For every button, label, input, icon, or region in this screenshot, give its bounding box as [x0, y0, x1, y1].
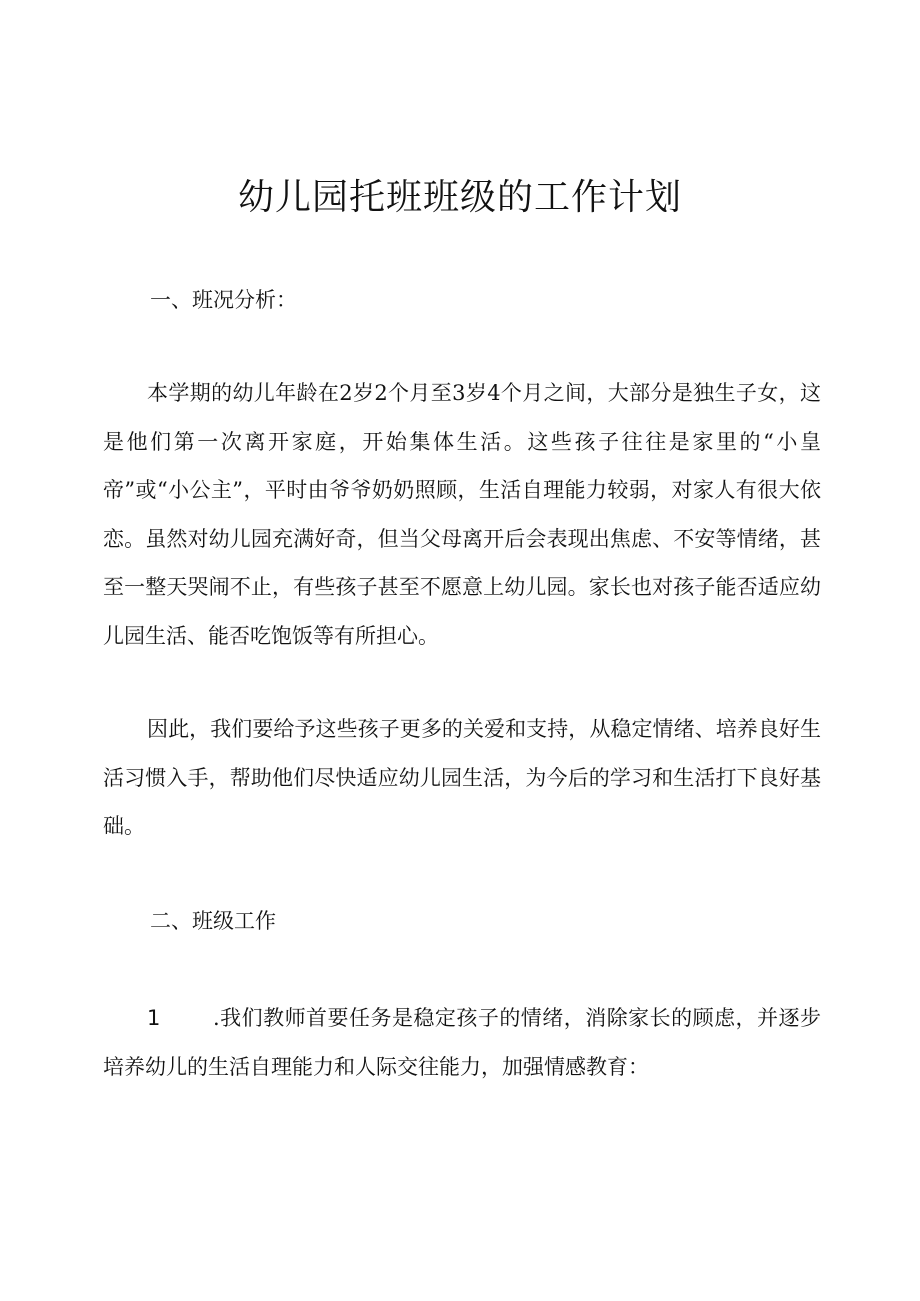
section-heading-class-analysis: 一、班况分析： — [150, 288, 297, 312]
list-item-text: .我们教师首要任务是稳定孩子的情绪，消除家长的顾虑，并逐步培养幼儿的生活自理能力和人际交往能力，加强情感教育： — [103, 1006, 821, 1079]
document-title: 幼儿园托班班级的工作计划 — [237, 177, 682, 218]
section-heading-class-work: 二、班级工作 — [150, 909, 276, 933]
list-item-number: 1 — [147, 1006, 161, 1030]
paragraph-class-situation: 本学期的幼儿年龄在2岁2个月至3岁4个月之间，大部分是独生子女，这是他们第一次离开家庭，开始集体生活。这些孩子往往是家里的“小皇帝”或“小公主”，平时由爷爷奶奶照顾，生活自理能力较弱，对家人有很大依恋。虽然对幼儿园充满好奇，但当父母离开后会表现出焦虑、不安等情绪，甚至一整天哭闹不止，有些孩子甚至不愿意上幼儿园。家长也对孩子能否适应幼儿园生活、能否吃饱饭等有所担心。 — [103, 381, 821, 648]
list-item — [103, 994, 821, 1091]
paragraph-conclusion: 因此，我们要给予这些孩子更多的关爱和支持，从稳定情绪、培养良好生活习惯入手，帮助他们尽快适应幼儿园生活，为今后的学习和生活打下良好基础。 — [103, 717, 821, 838]
